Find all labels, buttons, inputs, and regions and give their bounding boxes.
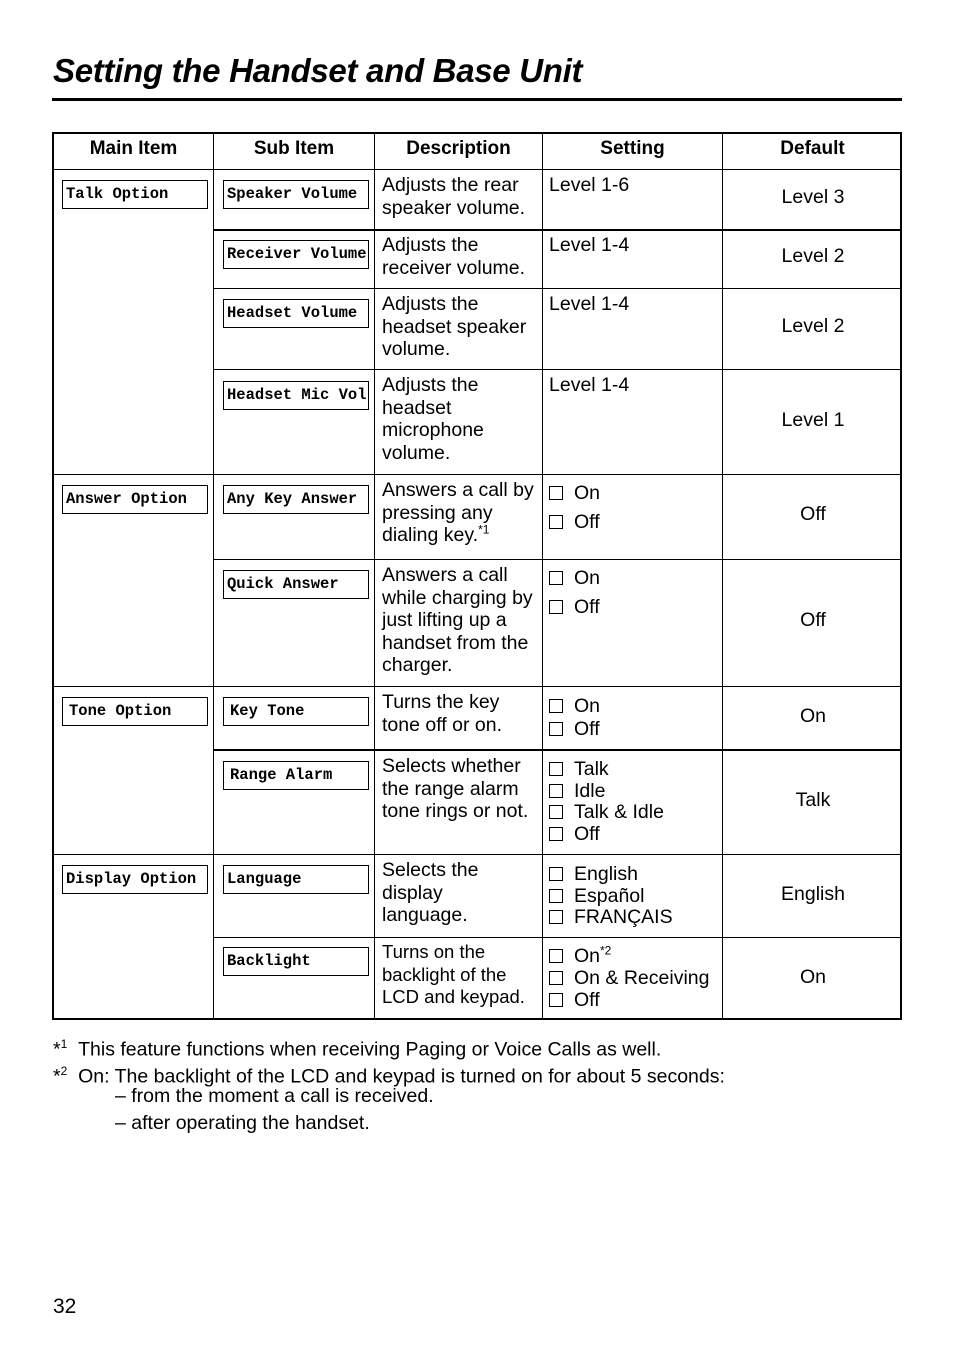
option-item: Talk xyxy=(549,758,609,780)
option-item: On xyxy=(549,482,600,504)
checkbox[interactable] xyxy=(549,571,563,585)
main-item-label: Tone Option xyxy=(62,697,208,726)
checkbox[interactable] xyxy=(549,827,563,841)
header-description: Description xyxy=(406,138,511,159)
setting-range: Level 1-4 xyxy=(549,234,630,256)
option-item: On xyxy=(549,695,600,717)
row-divider xyxy=(214,369,900,370)
header-main-item: Main Item xyxy=(89,138,178,159)
header-default: Default xyxy=(780,138,845,159)
sub-item-label: Backlight xyxy=(223,947,369,976)
row-divider xyxy=(214,559,900,560)
description: Answers a call by pressing any dialing key.$^{*1}$ xyxy=(382,479,534,547)
description: Selects the display language. xyxy=(382,859,479,927)
default-value: Level 2 xyxy=(781,315,845,337)
footnote-item: – after operating the handset. xyxy=(115,1112,370,1134)
description: Answers a call while charging by just lifting up a handset from the charger. xyxy=(382,564,533,677)
checkbox[interactable] xyxy=(549,699,563,713)
group-divider xyxy=(54,686,900,687)
main-item-label: Talk Option xyxy=(62,180,208,209)
page-number: 32 xyxy=(53,1295,77,1318)
row-divider xyxy=(214,229,900,231)
group-divider xyxy=(54,474,900,475)
footnote-item: – from the moment a call is received. xyxy=(115,1085,434,1107)
footnote-ref: *1 xyxy=(478,522,490,537)
checkbox[interactable] xyxy=(549,910,563,924)
option-item: Off xyxy=(549,718,600,740)
header-sub-item: Sub Item xyxy=(253,138,335,159)
setting-range: Level 1-4 xyxy=(549,374,630,396)
settings-table xyxy=(52,132,902,1020)
option-item: Español xyxy=(549,885,644,907)
option-item: Off xyxy=(549,823,600,845)
description: Turns the key tone off or on. xyxy=(382,691,502,736)
row-divider xyxy=(214,749,900,751)
column-divider xyxy=(542,134,543,1018)
default-value: Off xyxy=(800,503,826,525)
checkbox[interactable] xyxy=(549,805,563,819)
default-value: Level 2 xyxy=(781,245,845,267)
description: Turns on the backlight of the LCD and keypad. xyxy=(382,941,525,1008)
option-item: Talk & Idle xyxy=(549,801,664,823)
column-divider xyxy=(213,134,214,1018)
page-title: Setting the Handset and Base Unit xyxy=(53,52,583,89)
option-item: FRANÇAIS xyxy=(549,906,673,928)
description: Adjusts the headset speaker volume. xyxy=(382,293,527,361)
main-item-label: Answer Option xyxy=(62,485,208,514)
sub-item-label: Any Key Answer xyxy=(223,485,369,514)
default-value: Level 3 xyxy=(781,186,845,208)
checkbox[interactable] xyxy=(549,971,563,985)
main-item-label: Display Option xyxy=(62,865,208,894)
checkbox[interactable] xyxy=(549,784,563,798)
option-item: English xyxy=(549,863,638,885)
default-value: On xyxy=(799,705,826,727)
sub-item-label: Key Tone xyxy=(223,697,369,726)
sub-item-label: Receiver Volume xyxy=(223,240,369,269)
group-divider xyxy=(54,854,900,855)
row-divider xyxy=(54,169,900,170)
checkbox[interactable] xyxy=(549,486,563,500)
option-item: Off xyxy=(549,989,600,1011)
default-value: Talk xyxy=(795,789,831,811)
option-item: Off xyxy=(549,511,600,533)
default-value: Off xyxy=(800,609,826,631)
header-setting: Setting xyxy=(600,138,665,159)
option-item: On xyxy=(549,567,600,589)
option-item: On & Receiving xyxy=(549,967,709,989)
checkbox[interactable] xyxy=(549,889,563,903)
checkbox[interactable] xyxy=(549,867,563,881)
column-divider xyxy=(374,134,375,1018)
sub-item-label: Speaker Volume xyxy=(223,180,369,209)
column-divider xyxy=(722,134,723,1018)
checkbox[interactable] xyxy=(549,722,563,736)
sub-item-label: Range Alarm xyxy=(223,761,369,790)
sub-item-label: Quick Answer xyxy=(223,570,369,599)
checkbox[interactable] xyxy=(549,949,563,963)
sub-item-label: Language xyxy=(223,865,369,894)
checkbox[interactable] xyxy=(549,515,563,529)
description: Adjusts the receiver volume. xyxy=(382,234,526,279)
title-rule xyxy=(52,98,902,101)
default-value: English xyxy=(781,883,845,905)
row-divider xyxy=(214,937,900,938)
footnote: *$^2$ On: The backlight of the LCD and keypad is turned on for about 5 seconds: xyxy=(53,1064,725,1088)
setting-range: Level 1-6 xyxy=(549,174,630,196)
checkbox[interactable] xyxy=(549,600,563,614)
setting-range: Level 1-4 xyxy=(549,293,630,315)
checkbox[interactable] xyxy=(549,993,563,1007)
sub-item-label: Headset Volume xyxy=(223,299,369,328)
description: Adjusts the headset microphone volume. xyxy=(382,374,484,464)
option-item: On$^{*2}$ xyxy=(549,945,611,967)
description: Selects whether the range alarm tone rings or not. xyxy=(382,755,529,823)
footnote: *$^1$ This feature functions when receiving Paging or Voice Calls as well. xyxy=(53,1037,662,1061)
checkbox[interactable] xyxy=(549,762,563,776)
default-value: On xyxy=(799,966,826,988)
option-item: Off xyxy=(549,596,600,618)
sub-item-label: Headset Mic Vol xyxy=(223,381,369,410)
description: Adjusts the rear speaker volume. xyxy=(382,174,526,219)
default-value: Level 1 xyxy=(781,409,845,431)
footnote-ref: *2 xyxy=(600,943,612,958)
row-divider xyxy=(214,288,900,289)
option-item: Idle xyxy=(549,780,605,802)
